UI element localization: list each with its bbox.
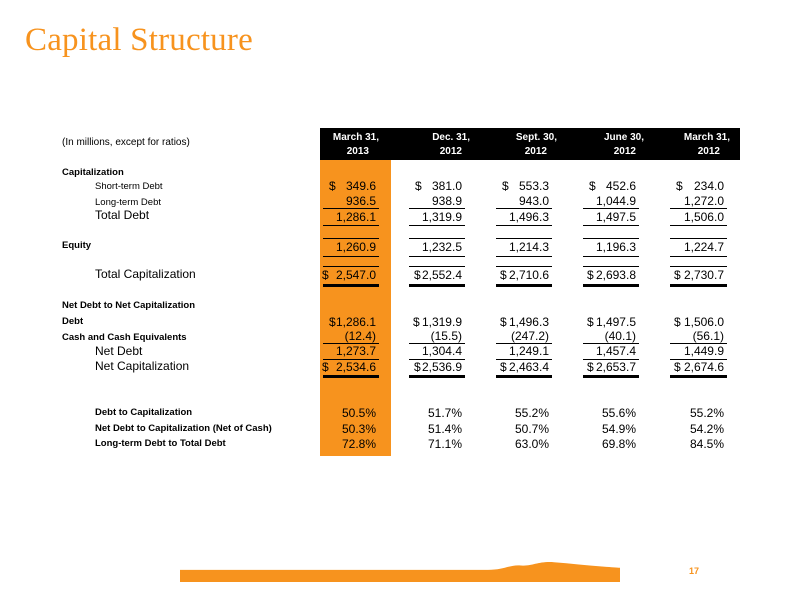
value-total-debt: 1,286.1 <box>335 210 376 224</box>
value-long-term-debt: 1,272.0 <box>683 194 724 208</box>
value-debt-to-cap: 55.2% <box>514 406 549 420</box>
column-header-4: June 30, 2012 <box>565 128 652 160</box>
currency-symbol: $ <box>414 360 421 374</box>
value-debt: 1,286.1 <box>335 315 376 329</box>
value-ltd-to-total: 72.8% <box>341 437 376 451</box>
value-equity: 1,232.5 <box>421 240 462 254</box>
currency-symbol: $ <box>674 360 681 374</box>
value-total-debt: 1,496.3 <box>508 210 549 224</box>
currency-symbol: $ <box>676 179 683 193</box>
value-net-debt-to-cap: 54.2% <box>689 422 724 436</box>
value-short-term-debt: 452.6 <box>605 179 636 193</box>
column-header-1: March 31, 2013 <box>320 128 391 160</box>
rule <box>583 359 639 360</box>
rule <box>323 256 379 257</box>
rule <box>496 225 552 226</box>
value-total-debt: 1,319.9 <box>421 210 462 224</box>
rule <box>409 208 465 209</box>
value-net-capitalization: 2,536.9 <box>421 360 462 374</box>
value-short-term-debt: 553.3 <box>518 179 549 193</box>
currency-symbol: $ <box>500 315 507 329</box>
currency-symbol: $ <box>674 315 681 329</box>
double-rule <box>583 375 639 378</box>
label-debt-to-cap: Debt to Capitalization <box>95 407 193 418</box>
rule <box>496 238 552 239</box>
value-equity: 1,196.3 <box>595 240 636 254</box>
column-header-5: March 31, 2012 <box>652 128 740 160</box>
rule <box>323 208 379 209</box>
value-long-term-debt: 936.5 <box>345 194 376 208</box>
column-header-3: Sept. 30, 2012 <box>478 128 565 160</box>
value-debt-to-cap: 55.6% <box>601 406 636 420</box>
label-long-term-debt: Long-term Debt <box>95 197 162 208</box>
rule <box>670 343 727 344</box>
value-long-term-debt: 1,044.9 <box>595 194 636 208</box>
value-equity: 1,224.7 <box>683 240 724 254</box>
rule <box>583 343 639 344</box>
currency-symbol: $ <box>415 179 422 193</box>
rule <box>409 266 465 267</box>
currency-symbol: $ <box>587 360 594 374</box>
value-debt: 1,506.0 <box>683 315 724 329</box>
value-net-debt: 1,449.9 <box>683 344 724 358</box>
double-rule <box>323 284 379 287</box>
rule <box>496 208 552 209</box>
currency-symbol: $ <box>329 315 336 329</box>
value-net-debt: 1,249.1 <box>508 344 549 358</box>
label-short-term-debt: Short-term Debt <box>95 181 163 192</box>
label-ltd-to-total: Long-term Debt to Total Debt <box>95 438 226 449</box>
value-net-debt-to-cap: 50.7% <box>514 422 549 436</box>
value-net-debt-to-cap: 54.9% <box>601 422 636 436</box>
double-rule <box>409 375 465 378</box>
label-total-debt: Total Debt <box>95 208 150 222</box>
rule <box>583 266 639 267</box>
double-rule <box>409 284 465 287</box>
label-equity: Equity <box>62 240 92 251</box>
rule <box>323 225 379 226</box>
currency-symbol: $ <box>322 268 329 282</box>
page-number: 17 <box>689 566 700 576</box>
value-cash: (40.1) <box>604 329 636 343</box>
column-header-2: Dec. 31, 2012 <box>391 128 478 160</box>
value-debt: 1,497.5 <box>595 315 636 329</box>
rule <box>323 343 379 344</box>
rule <box>496 256 552 257</box>
value-debt-to-cap: 51.7% <box>427 406 462 420</box>
double-rule <box>496 284 552 287</box>
label-total-capitalization: Total Capitalization <box>95 267 196 281</box>
value-net-debt-to-cap: 51.4% <box>427 422 462 436</box>
value-equity: 1,260.9 <box>335 240 376 254</box>
value-total-debt: 1,497.5 <box>595 210 636 224</box>
rule <box>496 266 552 267</box>
rule <box>670 256 727 257</box>
rule <box>409 256 465 257</box>
double-rule <box>583 284 639 287</box>
value-ltd-to-total: 71.1% <box>427 437 462 451</box>
label-net-debt: Net Debt <box>95 344 143 358</box>
value-total-debt: 1,506.0 <box>683 210 724 224</box>
currency-symbol: $ <box>413 315 420 329</box>
value-net-debt-to-cap: 50.3% <box>341 422 376 436</box>
currency-symbol: $ <box>322 360 329 374</box>
currency-symbol: $ <box>587 268 594 282</box>
label-net-capitalization: Net Capitalization <box>95 359 190 373</box>
value-debt-to-cap: 50.5% <box>341 406 376 420</box>
value-total-capitalization: 2,710.6 <box>508 268 549 282</box>
value-short-term-debt: 349.6 <box>345 179 376 193</box>
rule <box>670 238 727 239</box>
currency-symbol: $ <box>502 179 509 193</box>
rule <box>583 256 639 257</box>
value-debt: 1,319.9 <box>421 315 462 329</box>
rule <box>323 359 379 360</box>
rule <box>670 359 727 360</box>
value-cash: (247.2) <box>510 329 549 343</box>
value-cash: (15.5) <box>430 329 462 343</box>
value-net-capitalization: 2,534.6 <box>335 360 376 374</box>
value-total-capitalization: 2,693.8 <box>595 268 636 282</box>
value-total-capitalization: 2,552.4 <box>421 268 462 282</box>
value-net-debt: 1,304.4 <box>421 344 462 358</box>
section-capitalization: Capitalization <box>62 167 124 178</box>
double-rule <box>323 375 379 378</box>
rule <box>583 238 639 239</box>
value-net-debt: 1,273.7 <box>335 344 376 358</box>
value-ltd-to-total: 69.8% <box>601 437 636 451</box>
rule <box>323 238 379 239</box>
value-short-term-debt: 234.0 <box>693 179 724 193</box>
value-cash: (12.4) <box>344 329 376 343</box>
value-debt-to-cap: 55.2% <box>689 406 724 420</box>
double-rule <box>670 375 727 378</box>
double-rule <box>496 375 552 378</box>
value-total-capitalization: 2,730.7 <box>683 268 724 282</box>
value-net-debt: 1,457.4 <box>595 344 636 358</box>
label-cash: Cash and Cash Equivalents <box>62 332 187 343</box>
value-ltd-to-total: 63.0% <box>514 437 549 451</box>
label-net-debt-to-cap: Net Debt to Capitalization (Net of Cash) <box>95 423 272 434</box>
currency-symbol: $ <box>329 179 336 193</box>
currency-symbol: $ <box>500 268 507 282</box>
value-equity: 1,214.3 <box>508 240 549 254</box>
value-short-term-debt: 381.0 <box>431 179 462 193</box>
page-title: Capital Structure <box>25 22 253 58</box>
value-debt: 1,496.3 <box>508 315 549 329</box>
currency-symbol: $ <box>589 179 596 193</box>
rule <box>583 208 639 209</box>
footer-wave <box>0 560 800 582</box>
value-net-capitalization: 2,463.4 <box>508 360 549 374</box>
rule <box>496 359 552 360</box>
value-ltd-to-total: 84.5% <box>689 437 724 451</box>
rule <box>409 359 465 360</box>
label-debt: Debt <box>62 316 84 327</box>
rule <box>409 225 465 226</box>
value-cash: (56.1) <box>692 329 724 343</box>
value-net-capitalization: 2,674.6 <box>683 360 724 374</box>
currency-symbol: $ <box>414 268 421 282</box>
value-long-term-debt: 938.9 <box>431 194 462 208</box>
value-net-capitalization: 2,653.7 <box>595 360 636 374</box>
rule <box>409 238 465 239</box>
rule <box>496 343 552 344</box>
currency-symbol: $ <box>674 268 681 282</box>
currency-symbol: $ <box>587 315 594 329</box>
rule <box>670 225 727 226</box>
value-long-term-debt: 943.0 <box>518 194 549 208</box>
footer-text: Investor Meetings July/August 2013 <box>25 583 231 598</box>
rule <box>670 208 727 209</box>
rule <box>583 225 639 226</box>
section-net-debt: Net Debt to Net Capitalization <box>62 300 196 311</box>
currency-symbol: $ <box>500 360 507 374</box>
value-total-capitalization: 2,547.0 <box>335 268 376 282</box>
units-note: (In millions, except for ratios) <box>62 137 190 148</box>
rule <box>409 343 465 344</box>
rule <box>323 266 379 267</box>
double-rule <box>670 284 727 287</box>
rule <box>670 266 727 267</box>
